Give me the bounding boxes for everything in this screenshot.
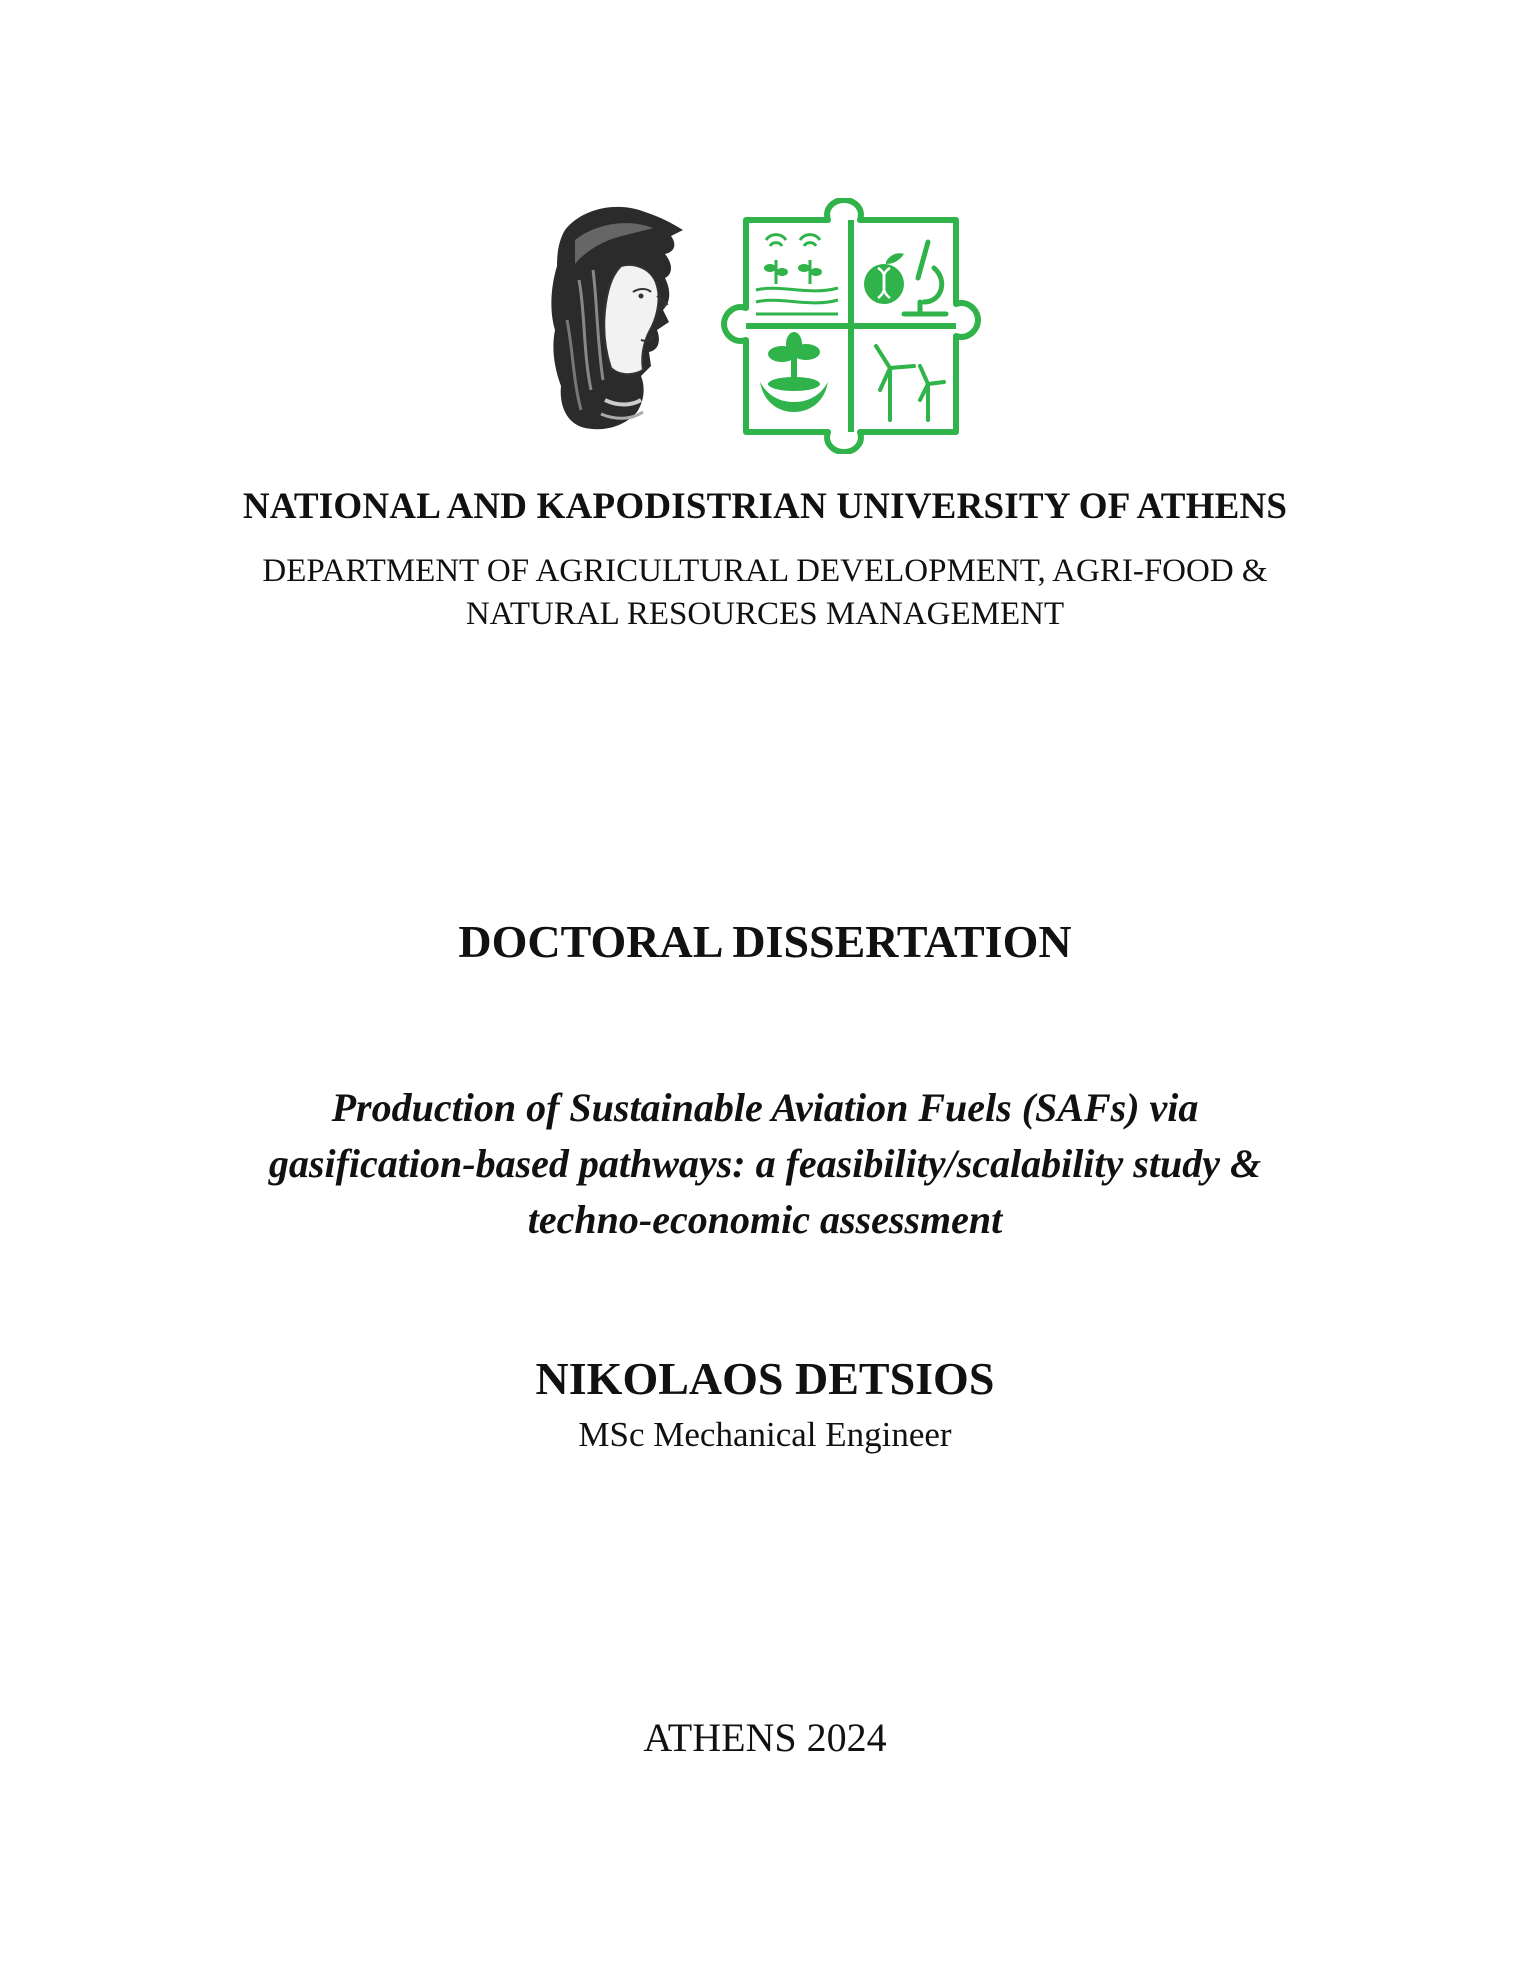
logos-row	[0, 200, 1530, 455]
athena-helmet-head-icon	[545, 200, 695, 435]
dissertation-title-line-3: techno-economic assessment	[527, 1197, 1003, 1242]
four-quadrant-agri-puzzle-icon	[720, 198, 982, 454]
place-and-year: ATHENS 2024	[643, 1715, 887, 1760]
author-name: NIKOLAOS DETSIOS	[535, 1353, 995, 1404]
department-name-line-1: DEPARTMENT OF AGRICULTURAL DEVELOPMENT, AGRI-FOOD &	[262, 553, 1268, 589]
department-name-line-2: NATURAL RESOURCES MANAGEMENT	[465, 596, 1065, 632]
document-type: DOCTORAL DISSERTATION	[458, 916, 1072, 967]
dissertation-title-line-2: gasification-based pathways: a feasibility/scalability study &	[268, 1141, 1262, 1186]
dissertation-title-line-1: Production of Sustainable Aviation Fuels (SAFs) via	[331, 1085, 1199, 1130]
university-name: NATIONAL AND KAPODISTRIAN UNIVERSITY OF ATHENS	[242, 486, 1288, 527]
author-degree: MSc Mechanical Engineer	[578, 1415, 952, 1454]
